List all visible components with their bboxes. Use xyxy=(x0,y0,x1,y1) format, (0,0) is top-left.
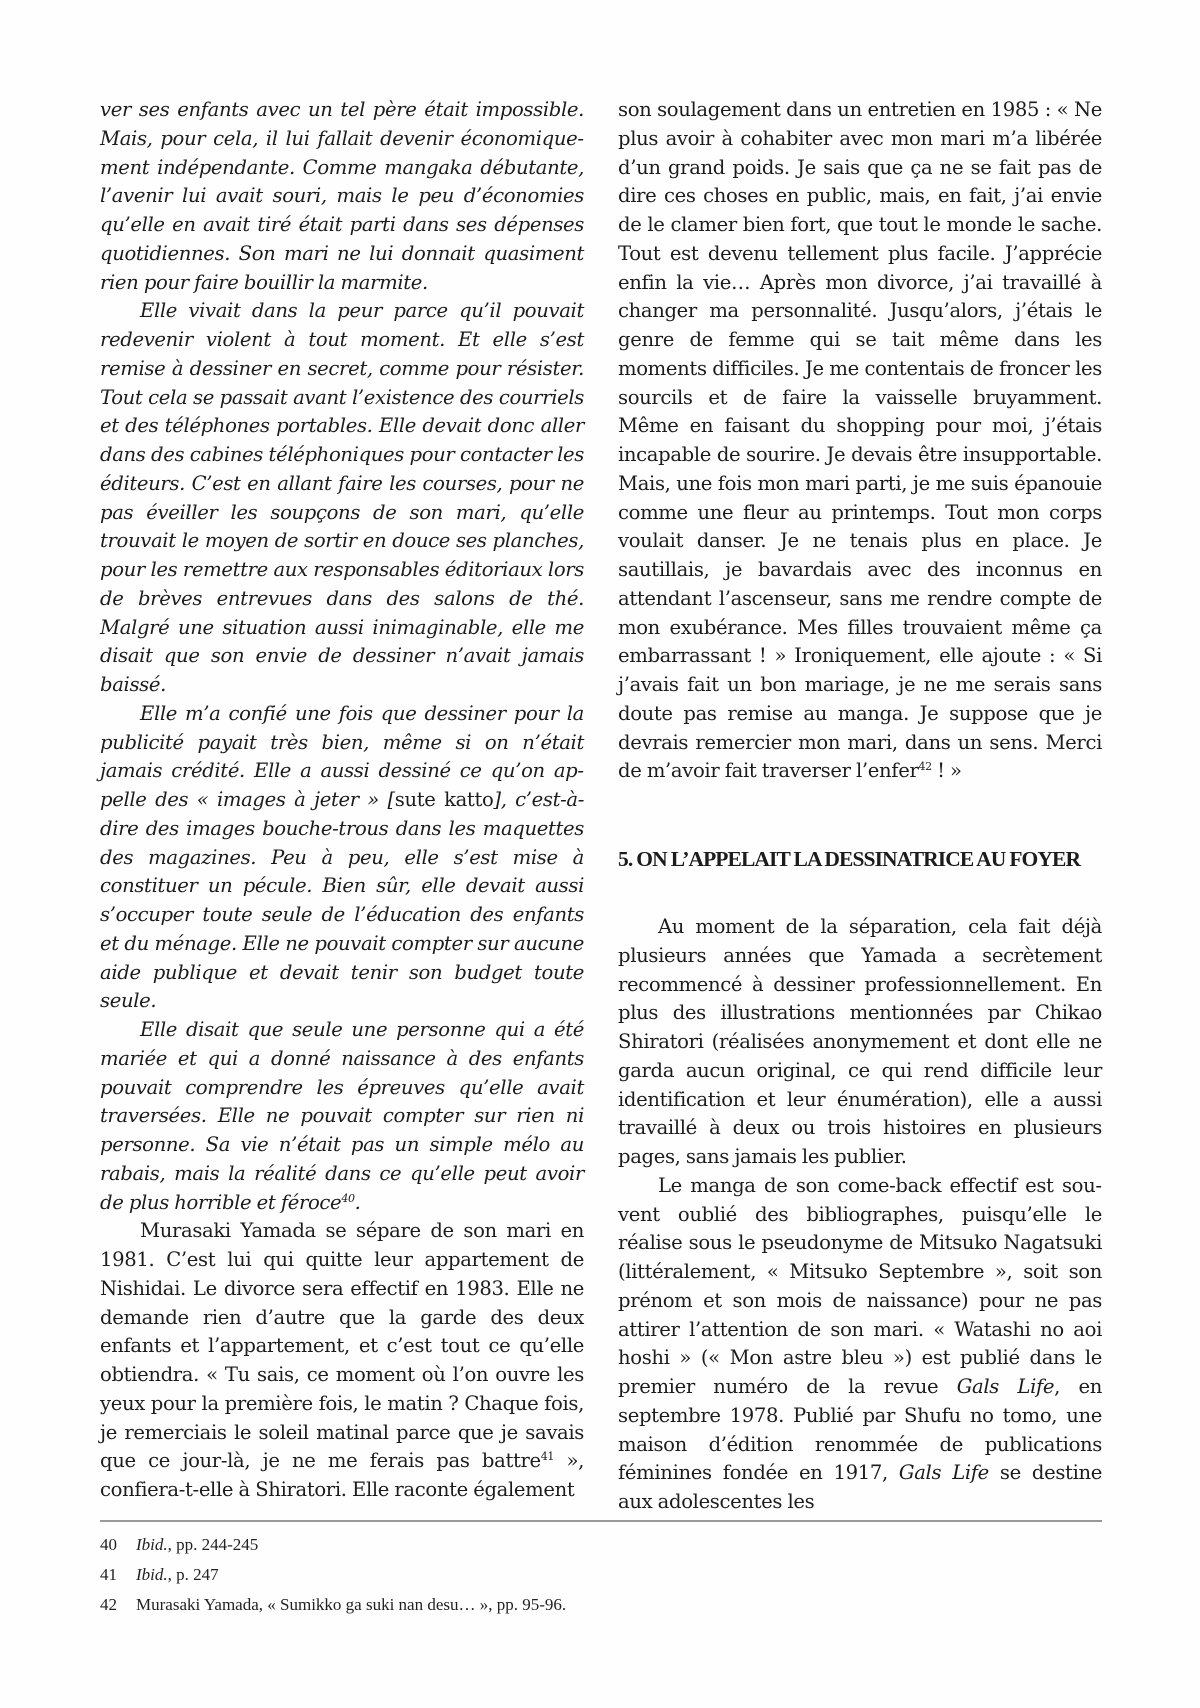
text-run: se destine aux adolescentes les xyxy=(618,1461,1103,1513)
footnote-ref-42[interactable]: 42 xyxy=(918,760,932,774)
footnote-number: 40 xyxy=(100,1535,117,1554)
left-column xyxy=(100,96,584,1505)
paragraph: ver ses enfants avec un tel père était impossible. Mais, pour cela, il lui fallait devenir économiquement indépendante. Comme mangaka débutante, l’avenir lui avait souri, mais le peu d’économies qu’elle en avait tiré était parti dans ses dépenses quotidiennes. Son mari ne lui donnait quasiment rien pour faire bouillir la marmite. xyxy=(100,98,584,294)
footnote-text: , p. 247 xyxy=(167,1565,219,1584)
footnote-ref-40[interactable]: 40 xyxy=(341,1191,355,1205)
footnote-40 xyxy=(100,1530,1100,1560)
paragraph: Au moment de la séparation, cela fait déjà plusieurs années que Yamada a secrètement recommencé à dessiner professionnellement. En plus des illustrations mentionnées par Chikao Shiratori (réalisées anonymement et dont elle ne garda aucun original, ce qui rend difficile leur identification et leur énumération), elle a aussi travaillé à deux ou trois histoires en plusieurs pages, sans jamais les publier. xyxy=(618,915,1102,1168)
paragraph xyxy=(618,96,1102,786)
footnote-number: 41 xyxy=(100,1565,117,1584)
paragraph: Elle vivait dans la peur parce qu’il pouvait redevenir violent à tout moment. Et elle s’est remise à dessiner en secret, comme pour résister. Tout cela se passait avant l’existence des courriels et des téléphones portables. Elle devait donc aller dans des cabines téléphoniques pour contacter les éditeurs. C’est en allant faire les courses, pour ne pas éveiller les soupçons de son mari, qu’elle trouvait le moyen de sortir en douce ses planches, pour les remettre aux responsables éditoriaux lors de brèves entrevues dans des salons de thé. Malgré une situation aussi inimaginable, elle me disait que son envie de dessiner n’avait jamais baissé. xyxy=(100,299,584,696)
text-run: , en septembre 1978. Publié par Shufu no tomo, une maison d’édition renommée de publications féminines fondée en 1917, xyxy=(618,1375,1102,1485)
text-run: Elle disait que seule une personne qui a été mariée et qui a donné naissance à des enfants pouvait comprendre les épreuves qu’elle avait traversées. Elle ne pouvait compter sur rien ni personne. Sa vie n’était pas un simple mélo au rabais, mais la réalité dans ce qu’elle peut avoir de plus horrible et féroce xyxy=(100,1018,584,1214)
footnote-41 xyxy=(100,1560,1100,1590)
footnote-text: , pp. 244-245 xyxy=(167,1535,259,1554)
text-run: . xyxy=(354,1190,361,1214)
ibid: Ibid. xyxy=(136,1535,168,1554)
text-run: Elle m’a confié une fois que dessiner pour la publicité payait très bien, même si on n’était jamais crédité. Elle a aussi dessiné ce qu’on appelle des « images à jeter » [ xyxy=(100,701,584,811)
japanese-term: sute katto xyxy=(394,788,494,811)
text-run: son soulagement dans un entretien en 1985 : « Ne plus avoir à cohabiter avec mon mari m’a libérée d’un grand poids. Je sais que ça ne se fait pas de dire ces choses en public, mais, en fait, j’ai envie de le clamer bien fort, que tout le monde le sache. Tout est devenu tellement plus facile. J’apprécie enfin la vie… Après mon divorce, j’ai travaillé à changer ma personnalité. Jusqu’alors, j’étais le genre de femme qui se tait même dans les moments difficiles. Je me contentais de froncer les sourcils et de faire la vaisselle bruyamment. Même en faisant du shopping pour moi, j’étais incapable de sourire. Je devais être insupportable. Mais, une fois mon mari parti, je me suis épanouie comme une fleur au printemps. Tout mon corps voulait danser. Je ne tenais plus en place. Je sautillais, je bavardais avec des inconnus en attendant l’ascenseur, sans me rendre compte de mon exubérance. Mes filles trouvaient même ça embarrassant ! » Ironiquement, elle ajoute : « Si j’avais fait un bon mariage, je ne me serais sans doute pas remise au manga. Je suppose que je devrais remercier mon mari, dans un sens. Merci de m’avoir fait traverser l’enfer xyxy=(618,98,1102,783)
footnote-divider xyxy=(100,1520,1102,1522)
footnotes xyxy=(100,1530,1100,1620)
section-heading: 5. ON L’APPELAIT LA DESSINATRICE AU FOYER xyxy=(618,847,1081,871)
magazine-title: Gals Life xyxy=(956,1375,1055,1398)
magazine-title: Gals Life xyxy=(898,1461,989,1485)
paragraph xyxy=(100,1217,584,1505)
text-run: Le manga de son come-back effectif est souvent oublié des bibliographes, puisqu’elle le réalise sous le pseudonyme de Mitsuko Nagatsuki (littéralement, « Mitsuko Septembre », soit son prénom et son mois de naissance) pour ne pas attirer l’attention de son mari. « Watashi no aoi hoshi » (« Mon astre bleu ») est publié dans le premier numéro de la revue xyxy=(618,1173,1102,1398)
text-run: Murasaki Yamada se sépare de son mari en 1981. C’est lui qui quitte leur appartement de Nishidai. Le divorce sera effectif en 1983. Elle ne demande rien d’autre que la garde des deux enfants et l’appartement, et c’est tout ce qu’elle obtiendra. « Tu sais, ce moment où l’on ouvre les yeux pour la première fois, le matin ? Chaque fois, je remerciais le soleil matinal parce que je savais que ce jour-là, je ne me ferais pas battre xyxy=(100,1219,584,1473)
footnote-42 xyxy=(100,1590,1100,1620)
footnote-text: Murasaki Yamada, « Sumikko ga suki nan desu… », pp. 95-96. xyxy=(136,1595,567,1614)
footnote-ref-41[interactable]: 41 xyxy=(540,1450,555,1464)
footnote-number: 42 xyxy=(100,1595,117,1614)
paragraph xyxy=(100,1016,584,1217)
text-run: ! » xyxy=(931,759,962,783)
paragraph xyxy=(618,1172,1102,1517)
text-run: ], c’est-à-dire des images bouche-trous dans les maquettes des magazines. Peu à peu, elle s’est mise à constituer un pécule. Bien sûr, elle devait aussi s’occuper toute seule de l’éducation des enfants et du ménage. Elle ne pouvait compter sur aucune aide publique et devait tenir son budget toute seule. xyxy=(100,788,584,1013)
paragraph xyxy=(100,700,584,1016)
text-run: », confiera-t-elle à Shiratori. Elle raconte également xyxy=(100,1449,584,1501)
right-column xyxy=(618,96,1102,1517)
ibid: Ibid. xyxy=(136,1565,168,1584)
